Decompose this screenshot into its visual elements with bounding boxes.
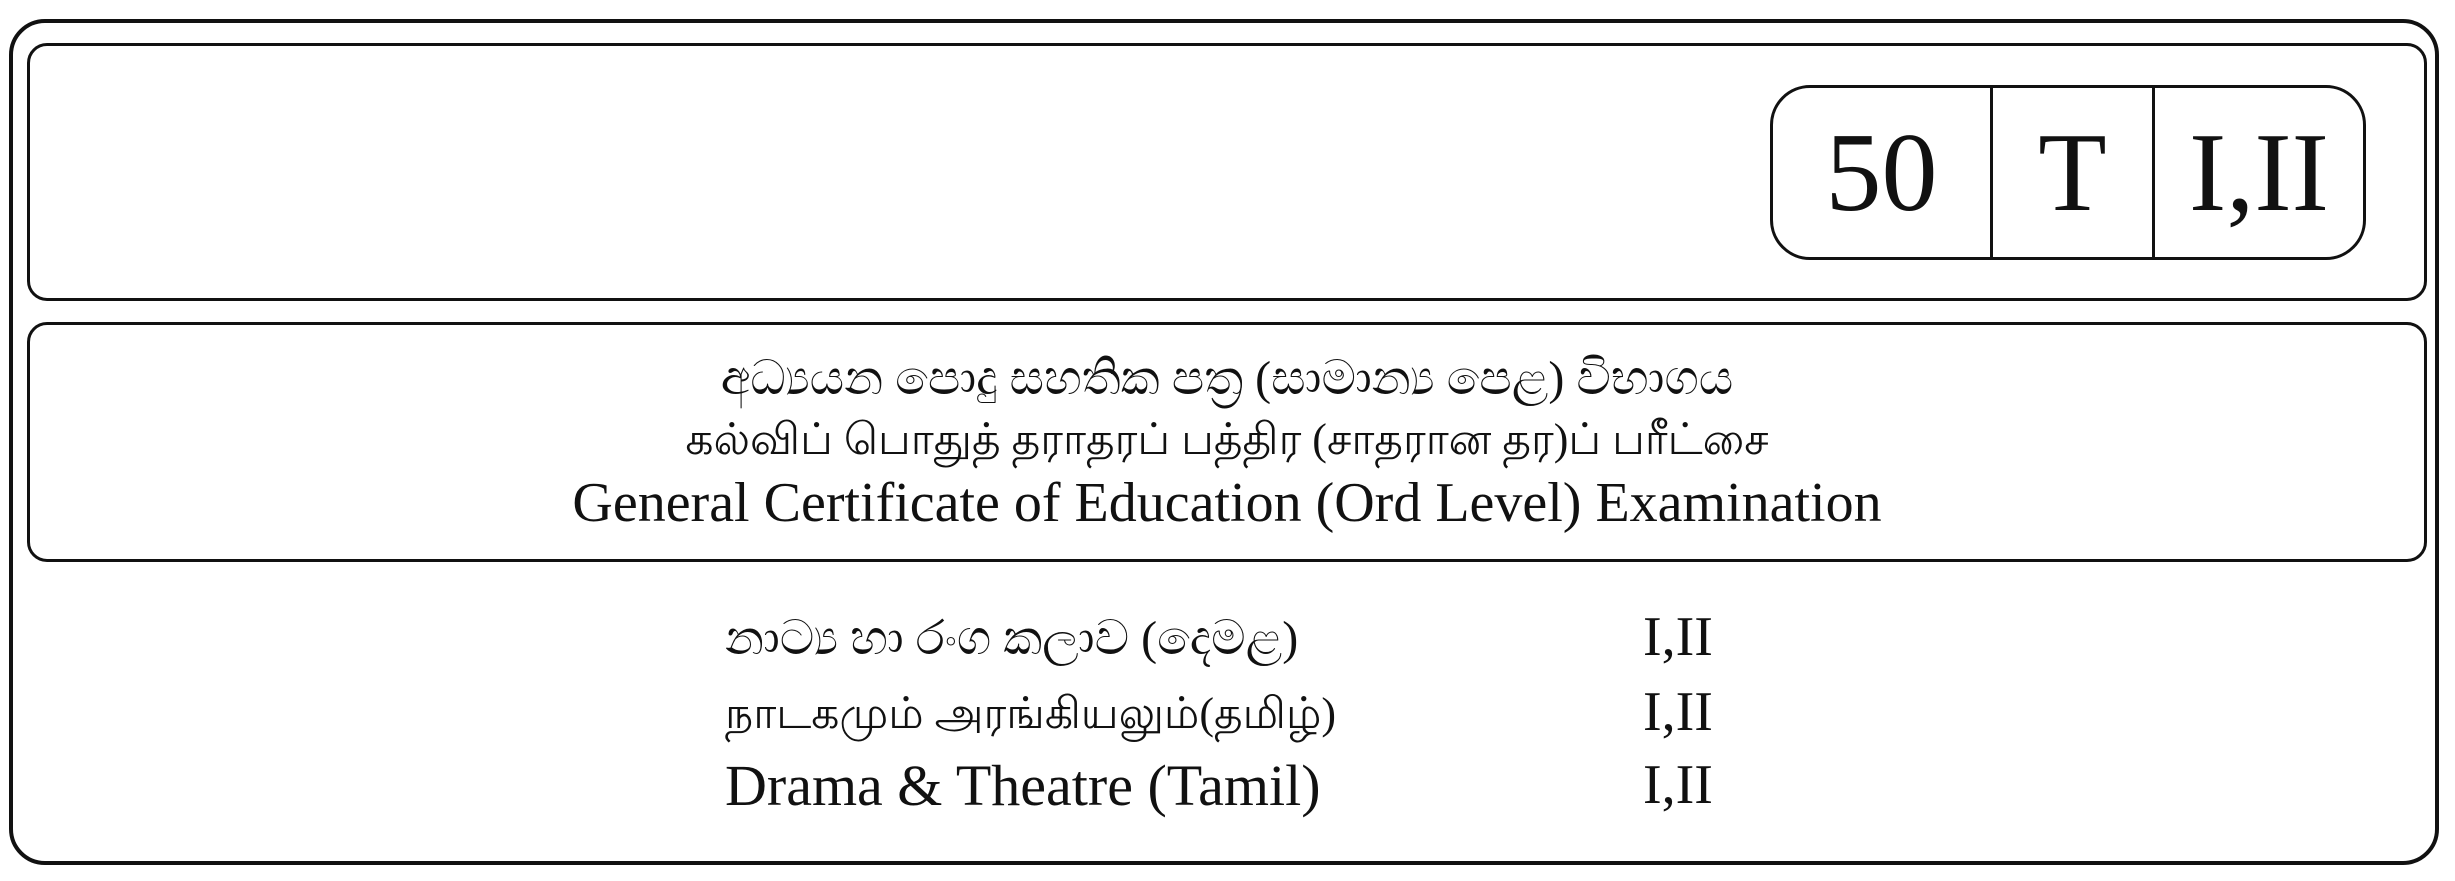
paper-number: 50: [1773, 88, 1993, 257]
paper-parts: I,II: [2189, 110, 2329, 235]
subject-name-sinhala: නාට්‍ය හා රංග කලාව (දෙමළ): [725, 612, 1299, 665]
subject-name-english: Drama & Theatre (Tamil): [725, 753, 1321, 818]
paper-medium: T: [1993, 88, 2155, 257]
exam-title-sinhala: අධ්‍යයන පොදු සහතික පත්‍ර (සාමාන්‍ය පෙළ) විභාගය: [720, 352, 1734, 405]
subject-name-tamil: நாடகமும் அரங்கியலும்(தமிழ்): [725, 689, 1337, 738]
subject-row-tamil: [725, 681, 1725, 754]
subject-parts-english: I,II: [1643, 754, 1713, 816]
subject-row-english: [725, 753, 1725, 827]
subject-parts-tamil: I,II: [1643, 681, 1713, 743]
paper-code-box: [1770, 85, 2366, 260]
exam-title-tamil: கல்விப் பொதுத் தராதரப் பத்திர (சாதரான தர)ப் பரீட்சை: [685, 415, 1769, 464]
exam-title-english: General Certificate of Education (Ord Level) Examination: [572, 472, 1882, 534]
subject-row-sinhala: [725, 606, 1725, 679]
subject-parts-sinhala: I,II: [1643, 606, 1713, 668]
exam-title-box: [27, 322, 2427, 562]
